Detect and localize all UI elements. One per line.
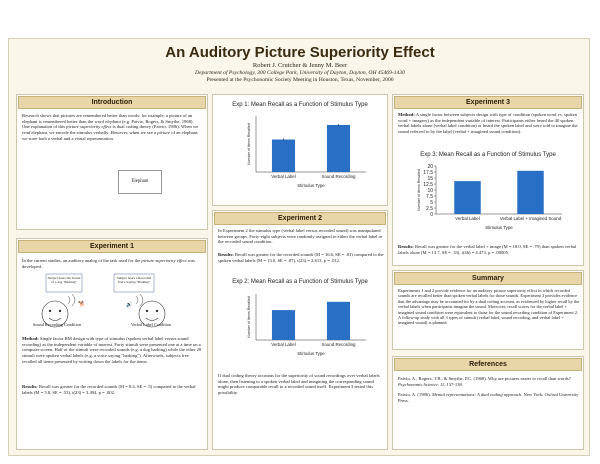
category-label: Sound Recording [321, 174, 356, 179]
category-label: Verbal Label [271, 174, 296, 179]
experiment2-bottom-text: If dual coding theory accounts for the superiority of sound recordings over verbal labels alone, then listening to a spoken verbal label and imagining the corresponding sound might produce comparable recall to a recorded sound itself. Experiment 3 tested this possibility. [218, 373, 380, 396]
category-label: Verbal Label [455, 216, 480, 221]
y-tick-label: 12.5 [423, 181, 433, 188]
poster-presented-note: Presented at the Psychonomic Society Meeting in Houston, Texas, November, 2006 [206, 77, 394, 83]
exp3-bar-chart [406, 160, 572, 240]
sound-wave-right [136, 294, 143, 306]
speaker-icon: 🔊 [126, 302, 133, 308]
elephant-image-label: Elephant [131, 179, 149, 184]
y-tick-label: 17.5 [423, 169, 433, 176]
y-tick-label: 15 [427, 175, 433, 182]
exp3-chart-title: Exp 3: Mean Recall as a Function of Stimulus Type [420, 152, 556, 158]
summary-heading: Summary [394, 272, 582, 285]
bar [272, 310, 295, 340]
y-axis-label: Number of Items Recalled [247, 296, 251, 338]
poster-affiliation: Department of Psychology, 300 College Park, University of Dayton, Dayton, OH 45469-1430 [195, 70, 405, 76]
experiment2-results: Results: Recall was greater for the recorded sounds (M = 16.6, SE = .83) compared to the spoken verbal labels (M = 13.0, SE = .87), t(23) = 2.613, p = .012. [218, 252, 384, 263]
y-tick-label: 0 [430, 211, 433, 218]
bar [327, 125, 350, 172]
poster-authors: Robert J. Crutcher & Jenny M. Beer [252, 62, 348, 69]
experiment3-results: Results: Recall was greater for the verbal label + image (M = 18.0, SE = .79) than spoken verbal labels alone (M = 13.7, SE = .33), t(46) = 4.473, p = .00005. [398, 244, 577, 255]
exp1-chart-title: Exp 1: Mean Recall as a Function of Stimulus Type [232, 102, 368, 108]
y-tick-label: 20 [427, 163, 433, 170]
category-label: Verbal Label [271, 342, 296, 347]
x-axis-label: Stimulus Type [485, 225, 513, 230]
y-axis-label: Number of Items Recalled [417, 169, 421, 211]
reference-2: Paivio, A. (1986). Mental representations: A dual coding approach. New York: Oxford University Press. [398, 392, 579, 403]
y-tick-label: 10 [427, 187, 433, 194]
category-label: Sound Recording [321, 342, 356, 347]
experiment1-intro: In the current studies, an auditory analog of the task used for the picture superiority effect was developed. [22, 258, 195, 269]
poster-title: An Auditory Picture Superiority Effect [165, 44, 435, 61]
introduction-heading: Introduction [18, 96, 206, 109]
bar [327, 302, 350, 340]
bubble-right-text: Subject hears a Recorded Voice Saying "Barking" [116, 276, 152, 284]
category-label: Verbal Label + Imagined Sound [499, 216, 562, 221]
bar [454, 181, 480, 214]
experiment2-heading: Experiment 2 [214, 212, 386, 225]
y-tick-label: 7.5 [426, 193, 433, 200]
y-tick-label: 2.5 [426, 205, 433, 212]
experiment1-method: Method: Single factor RM design with type of stimulus (spoken verbal label versus sound recording) as the independent variable of interest. Forty stimuli were presented one at a time on a computer screen. Half of the stimuli were recorded sounds (e.g. a dog barking) while the other 20 stimuli were spoken verbal labels (e.g. a voice saying "barking"). Afterwards, subjects free recalled all items presented by writing down the labels for the items. [22, 336, 202, 364]
exp1-bar-chart [226, 112, 376, 204]
summary-text: Experiments 1 and 2 provide evidence for an auditory picture superiority effect in which recorded sounds are recalled better than spoken verbal labels for those sounds. Experiment 3 provides evidence that the advantage may be accounted for by a dual coding account, as evidenced by higher recall by the verbal labels when participants imagine the sound. Moreover, recall scores for the verbal label + imagined sound condition were equivalent to those for the sound recording condition of Experiment 2. A follow-up study with all 3 types of stimuli (verbal label, sound recording, and verbal label + imagined sound) is planned. [398, 288, 580, 326]
sound-recording-caption: Sound Recording Condition [32, 322, 82, 327]
bar [272, 140, 295, 172]
dog-icon: 🐕 [78, 302, 86, 308]
bar [517, 171, 543, 214]
y-tick-label: 5 [430, 199, 433, 206]
experiment1-results: Results: Recall was greater for the recorded sounds (M = 8.4, SE = .5) compared to the verbal labels (M = 5.8, SE = .53), t(23) = 3.494, p = .002. [22, 384, 196, 395]
references-heading: References [394, 358, 582, 371]
exp2-bar-chart [226, 288, 376, 362]
x-axis-label: Stimulus Type [297, 183, 325, 188]
experiment3-method: Method: A single factor between subjects design with type of condition (spoken word vs. spoken word + imagery) as the independent variable of interest. Participants either heard the 40 spoken verbal labels alone (verbal label condition) or heard the spoken label and were told to imagine the sound referred to by the label (verbal + imagined sound condition). [398, 112, 578, 135]
sound-wave-left [68, 294, 75, 306]
bubble-left-text: Subject hears the Sound of a dog "Barking" [47, 276, 81, 284]
experiment2-intro: In Experiment 2 the stimulus type (verbal label versus recorded sound) was manipulated between groups. Forty-eight subjects were randomly assigned to either the verbal label or the recorded sound condition. [218, 228, 383, 245]
x-axis-label: Stimulus Type [297, 351, 325, 356]
introduction-text: Research shows that pictures are remembered better than words: for example, a picture of an elephant is remembered better than the word elephant (e.g. Paivio, Rogers, & Smythe, 1968). One explanation of this picture superiority effect is dual coding theory (Paivio, 1986). When we read elephant, we encode the stimulus verbally. However, when we see a picture of an elephant, we store both a verbal and a visual representation. [22, 113, 199, 141]
verbal-label-caption: Verbal Label Condition [130, 322, 172, 327]
y-axis-label: Number of Items Recalled [247, 123, 251, 165]
experiment1-heading: Experiment 1 [18, 240, 206, 253]
experiment3-heading: Experiment 3 [394, 96, 582, 109]
reference-1: Paivio, A., Rogers, T.B., & Smythe, P.C. (1968). Why are pictures easier to recall than words? Psychonomic Science, 11, 137-138. [398, 376, 571, 387]
exp2-chart-title: Exp 2: Mean Recall as a Function of Stimulus Type [232, 279, 368, 285]
